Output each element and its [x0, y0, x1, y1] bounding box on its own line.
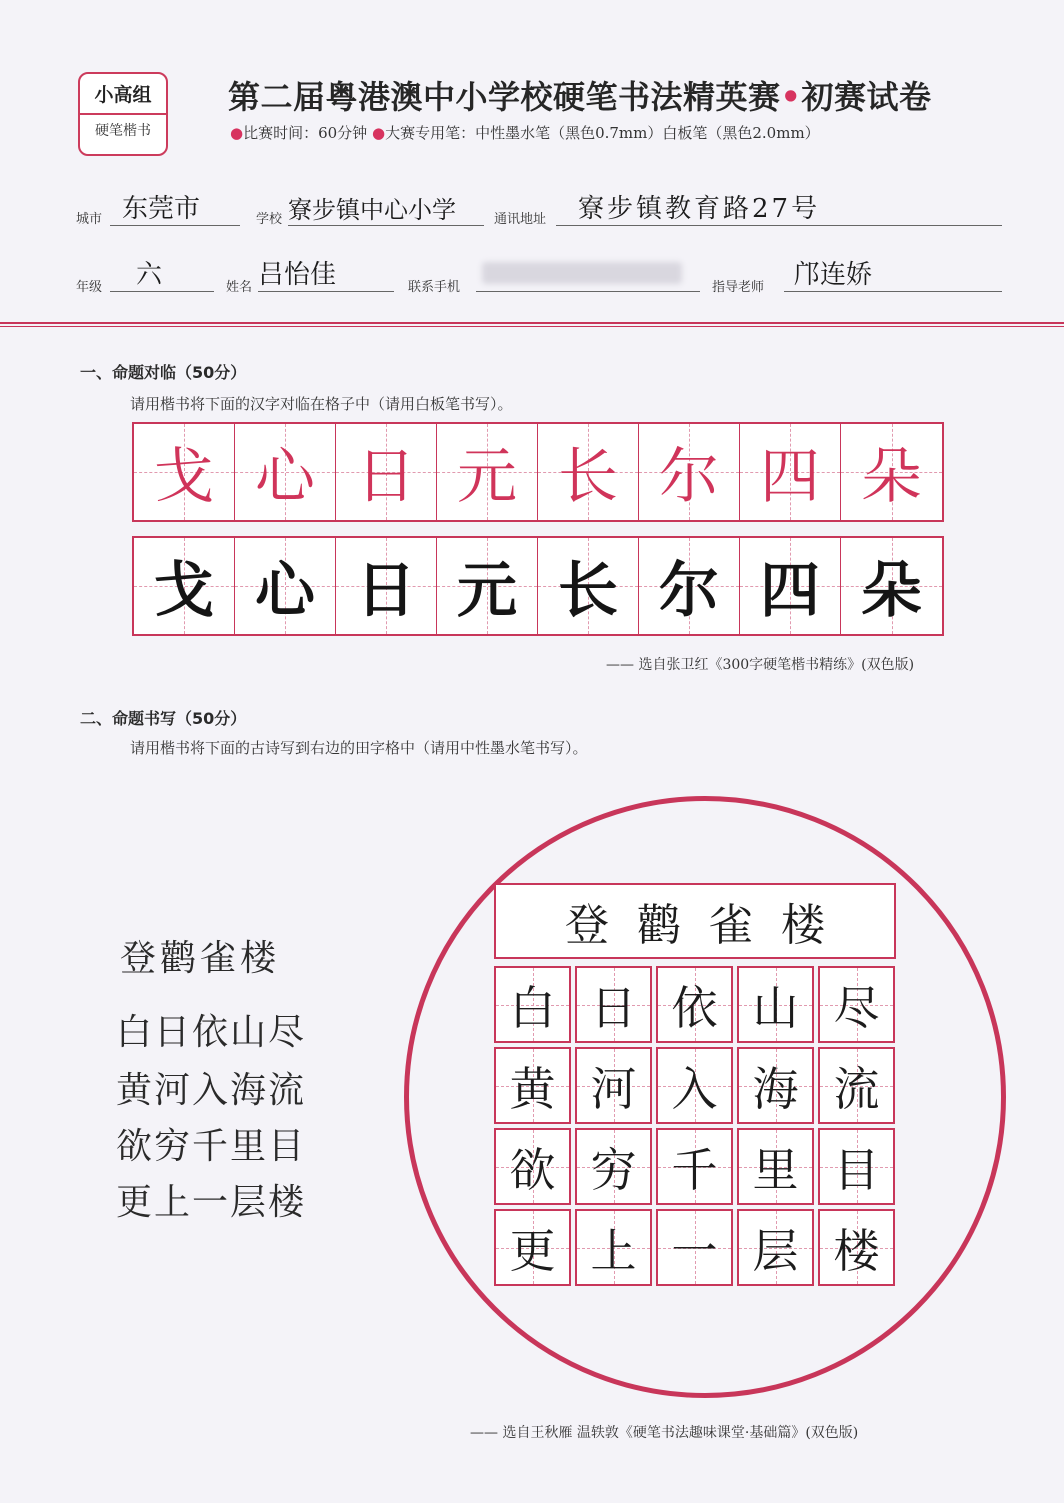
address-label: 通讯地址 — [494, 212, 547, 227]
written-poem-title-box[interactable] — [494, 883, 896, 959]
tianzige-cell[interactable]: 目 — [818, 1128, 895, 1205]
section1-source: —— 选自张卫红《300字硬笔楷书精练》(双色版) — [606, 657, 915, 673]
address-field[interactable]: 寮步镇教育路27号 — [556, 188, 1002, 226]
written-poem-title: 登鹳雀楼 — [565, 900, 853, 951]
written-cell[interactable]: 长 — [538, 538, 639, 634]
teacher-label: 指导老师 — [712, 280, 765, 295]
grade-label: 年级 — [76, 280, 103, 295]
written-cell[interactable]: 尔 — [639, 538, 740, 634]
tianzige-cell[interactable]: 日 — [575, 966, 652, 1043]
tianzige-cell[interactable]: 山 — [737, 966, 814, 1043]
model-cell: 长 — [538, 424, 639, 520]
badge-group-label: 小高组 — [94, 84, 152, 106]
tianzige-cell[interactable]: 白 — [494, 966, 571, 1043]
tianzige-cell[interactable]: 欲 — [494, 1128, 571, 1205]
written-cell[interactable]: 朵 — [841, 538, 942, 634]
title-dot: • — [780, 78, 802, 116]
written-cell[interactable]: 元 — [437, 538, 538, 634]
tianzige-cell[interactable]: 入 — [656, 1047, 733, 1124]
tianzige-cell[interactable]: 里 — [737, 1128, 814, 1205]
tianzige-cell[interactable]: 千 — [656, 1128, 733, 1205]
tianzige-cell[interactable]: 层 — [737, 1209, 814, 1286]
phone-field[interactable] — [476, 254, 700, 292]
exam-duration: 比赛时间：60分钟 — [243, 124, 368, 142]
teacher-field[interactable]: 邝连娇 — [784, 254, 1002, 292]
poem-line: 黄河入海流 — [116, 1070, 307, 1111]
tianzige-cell[interactable]: 穷 — [575, 1128, 652, 1205]
city-field[interactable]: 东莞市 — [110, 188, 240, 226]
badge-style-label: 硬笔楷书 — [95, 123, 151, 139]
tianzige-cell[interactable]: 依 — [656, 966, 733, 1043]
model-cell: 元 — [437, 424, 538, 520]
phone-redaction — [482, 262, 682, 284]
section2-title: 二、命题书写（50分） — [80, 709, 247, 728]
name-field[interactable]: 吕怡佳 — [258, 254, 394, 292]
group-badge — [78, 72, 168, 156]
model-cell: 四 — [740, 424, 841, 520]
written-char-grid[interactable] — [132, 536, 944, 636]
model-char-grid — [132, 422, 944, 522]
model-cell: 戈 — [134, 424, 235, 520]
tianzige-cell[interactable]: 流 — [818, 1047, 895, 1124]
header-divider — [0, 322, 1064, 327]
exam-info — [230, 122, 820, 143]
written-cell[interactable]: 心 — [235, 538, 336, 634]
poem-line: 白日依山尽 — [116, 1012, 307, 1053]
written-cell[interactable]: 戈 — [134, 538, 235, 634]
exam-title-suffix: 初赛试卷 — [801, 78, 932, 116]
poem-line: 更上一层楼 — [116, 1182, 307, 1223]
tianzige-cell[interactable]: 尽 — [818, 966, 895, 1043]
model-cell: 尔 — [639, 424, 740, 520]
section1-instructions: 请用楷书将下面的汉字对临在格子中（请用白板笔书写）。 — [130, 395, 513, 413]
written-cell[interactable]: 日 — [336, 538, 437, 634]
exam-pen-requirement: 大赛专用笔：中性墨水笔（黑色0.7mm）白板笔（黑色2.0mm） — [385, 124, 820, 142]
exam-title-main: 第二届粤港澳中小学校硬笔书法精英赛 — [228, 78, 781, 116]
model-cell: 日 — [336, 424, 437, 520]
info-bullet-icon: ● — [230, 124, 244, 142]
tianzige-cell[interactable]: 河 — [575, 1047, 652, 1124]
section1-title: 一、命题对临（50分） — [80, 363, 247, 382]
tianzige-cell[interactable]: 一 — [656, 1209, 733, 1286]
section2-instructions: 请用楷书将下面的古诗写到右边的田字格中（请用中性墨水笔书写）。 — [130, 739, 588, 757]
poem-line: 欲穷千里目 — [116, 1126, 307, 1167]
school-field[interactable]: 寮步镇中心小学 — [288, 190, 484, 226]
grade-field[interactable]: 六 — [110, 254, 214, 292]
tianzige-cell[interactable]: 海 — [737, 1047, 814, 1124]
model-cell: 心 — [235, 424, 336, 520]
tianzige-cell[interactable]: 楼 — [818, 1209, 895, 1286]
poem-title: 登鹳雀楼 — [120, 938, 281, 979]
model-cell: 朵 — [841, 424, 942, 520]
name-label: 姓名 — [226, 280, 253, 295]
exam-title — [228, 72, 931, 118]
phone-label: 联系手机 — [408, 280, 461, 295]
school-label: 学校 — [256, 212, 283, 227]
tianzige-cell[interactable]: 上 — [575, 1209, 652, 1286]
city-label: 城市 — [76, 212, 103, 227]
tianzige-cell[interactable]: 黄 — [494, 1047, 571, 1124]
written-cell[interactable]: 四 — [740, 538, 841, 634]
tianzige-cell[interactable]: 更 — [494, 1209, 571, 1286]
section2-source: —— 选自王秋雁 温轶敦《硬笔书法趣味课堂·基础篇》(双色版) — [470, 1425, 859, 1441]
badge-divider — [80, 113, 166, 115]
info-bullet-icon: ● — [371, 124, 386, 142]
